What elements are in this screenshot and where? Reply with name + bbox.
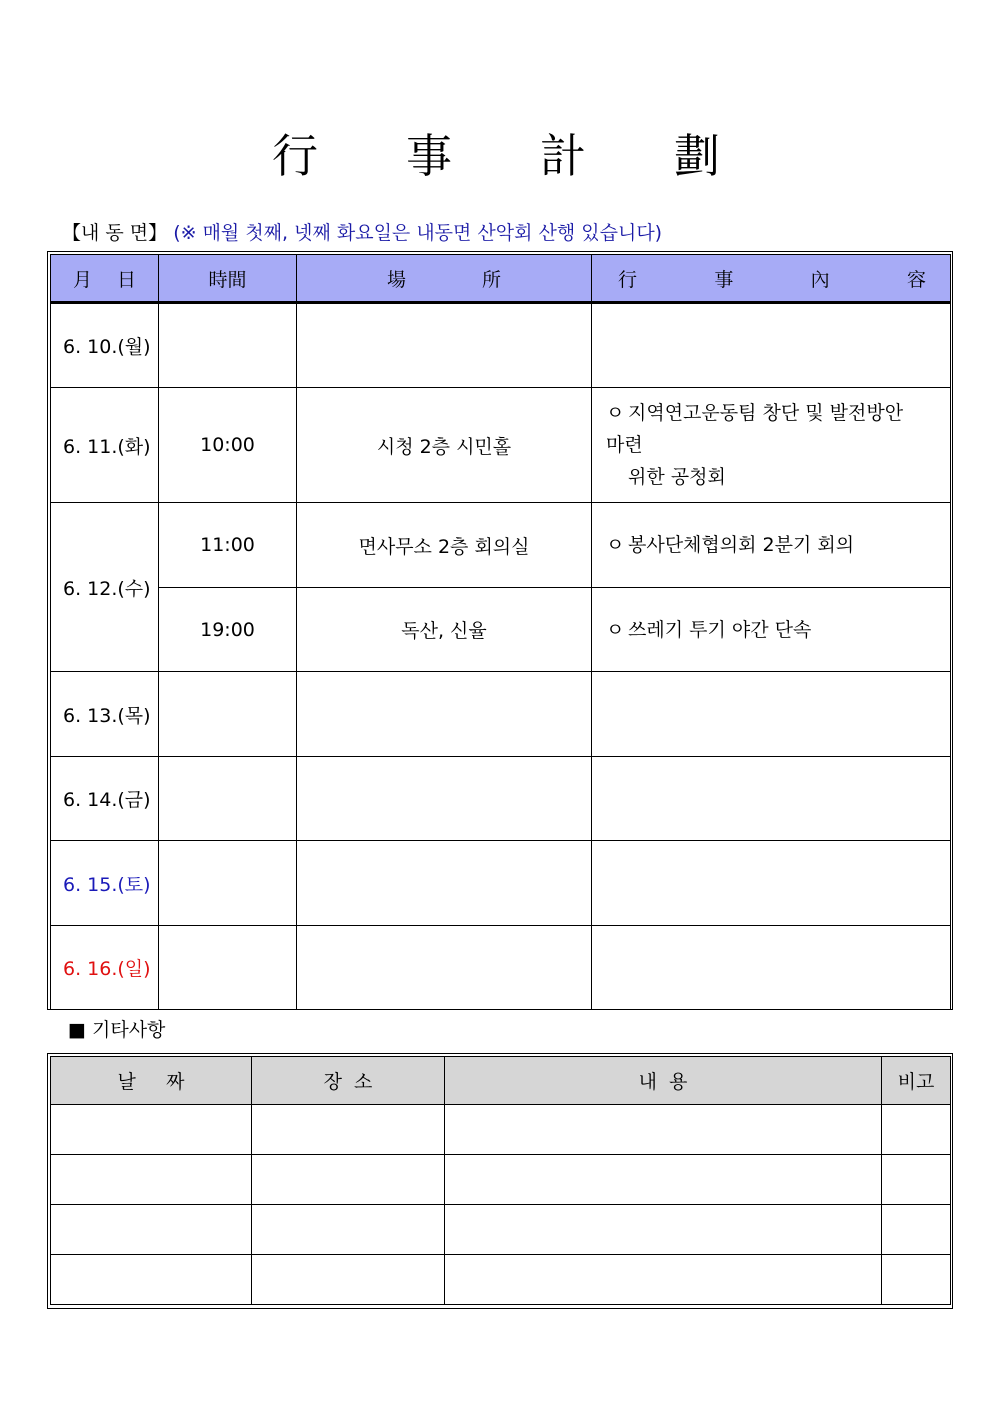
row-date: 6. 11.(화) — [51, 388, 159, 503]
etc-header-place: 장 소 — [252, 1057, 445, 1105]
etc-header-content: 내 용 — [445, 1057, 882, 1105]
row-place: 독산, 신율 — [297, 588, 592, 672]
row-time — [159, 757, 297, 841]
row-time — [159, 841, 297, 926]
row-place — [297, 841, 592, 926]
row-content: ㅇ 쓰레기 투기 야간 단속 — [592, 588, 951, 672]
table-row — [51, 1155, 951, 1205]
row-content: ㅇ 봉사단체협의회 2분기 회의 — [592, 503, 951, 588]
row-place — [297, 672, 592, 757]
etc-table — [50, 1056, 951, 1305]
table-row — [51, 1255, 951, 1305]
etc-header-row — [51, 1057, 951, 1105]
table-row — [51, 388, 951, 503]
title-char: 劃 — [674, 129, 720, 183]
title-char: 計 — [540, 129, 586, 183]
etc-header-date: 날 짜 — [51, 1057, 252, 1105]
row-date: 6. 10.(월) — [51, 303, 159, 388]
header-date: 月 日 — [51, 255, 159, 303]
subheader — [62, 220, 662, 246]
row-place: 면사무소 2층 회의실 — [297, 503, 592, 588]
row-place — [297, 926, 592, 1010]
title-char: 事 — [406, 129, 452, 183]
row-content — [592, 841, 951, 926]
etc-heading: ■ 기타사항 — [68, 1019, 166, 1041]
row-time — [159, 926, 297, 1010]
row-date: 6. 14.(금) — [51, 757, 159, 841]
dong-label: 【내 동 면】 — [62, 222, 168, 244]
row-content — [592, 672, 951, 757]
table-row — [51, 1105, 951, 1155]
etc-header-note: 비고 — [882, 1057, 951, 1105]
table-row — [51, 926, 951, 1010]
row-time — [159, 672, 297, 757]
row-date-saturday: 6. 15.(토) — [51, 841, 159, 926]
page-title — [0, 128, 992, 184]
table-row — [51, 503, 951, 588]
title-char: 行 — [272, 129, 318, 183]
table-row — [51, 672, 951, 757]
row-place — [297, 757, 592, 841]
row-content: ㅇ 지역연고운동팀 창단 및 발전방안 마련 위한 공청회 — [592, 388, 951, 503]
schedule-header-row — [51, 255, 951, 303]
row-date: 6. 12.(수) — [51, 503, 159, 672]
table-row — [51, 303, 951, 388]
table-row — [51, 841, 951, 926]
table-row — [51, 757, 951, 841]
bullet-icon: ㅇ — [606, 618, 625, 641]
bullet-icon: ㅇ — [606, 534, 625, 556]
bullet-icon: ㅇ — [606, 402, 625, 424]
header-place: 場 所 — [297, 255, 592, 303]
table-row — [51, 588, 951, 672]
hiking-note: (※ 매월 첫째, 넷째 화요일은 내동면 산악회 산행 있습니다) — [173, 222, 663, 244]
table-row — [51, 1205, 951, 1255]
schedule-table — [50, 254, 951, 1010]
row-date-sunday: 6. 16.(일) — [51, 926, 159, 1010]
row-time: 19:00 — [159, 588, 297, 672]
header-time: 時間 — [159, 255, 297, 303]
row-place — [297, 303, 592, 388]
row-time — [159, 303, 297, 388]
row-date: 6. 13.(목) — [51, 672, 159, 757]
row-content — [592, 926, 951, 1010]
row-content — [592, 303, 951, 388]
row-time: 11:00 — [159, 503, 297, 588]
row-time: 10:00 — [159, 388, 297, 503]
row-content — [592, 757, 951, 841]
row-place: 시청 2층 시민홀 — [297, 388, 592, 503]
header-content: 行 事 內 容 — [592, 255, 951, 303]
